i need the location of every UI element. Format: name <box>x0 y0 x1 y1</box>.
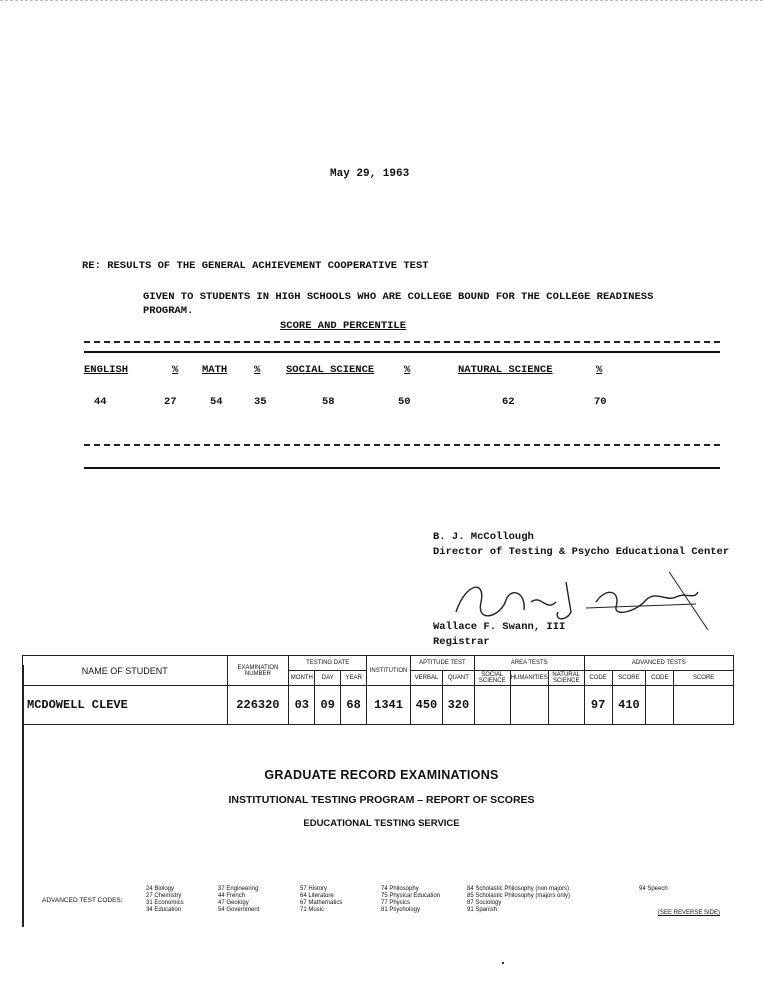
adv-score1: 410 <box>612 686 646 725</box>
adv-code2 <box>646 686 674 725</box>
natural-score <box>548 686 584 725</box>
hdr-month: MONTH <box>289 671 315 686</box>
re-line: RE: RESULTS OF THE GENERAL ACHIEVEMENT COOPERATIVE TEST <box>82 260 429 272</box>
report-issuer: EDUCATIONAL TESTING SERVICE <box>303 818 460 829</box>
advanced-codes-label: ADVANCED TEST CODES: <box>42 897 123 904</box>
col-social-pct: % <box>404 364 411 376</box>
test-month: 03 <box>289 686 315 725</box>
hdr-quant: QUANT <box>442 671 474 686</box>
test-day: 09 <box>315 686 341 725</box>
codes-col-1: 24 Biology 27 Chemistry 31 Economics 34 Education <box>146 886 184 913</box>
top-perforation <box>0 0 763 1</box>
institution-code: 1341 <box>367 686 411 725</box>
hdr-year: YEAR <box>341 671 367 686</box>
val-social-pct: 50 <box>398 396 411 408</box>
hdr-advanced: ADVANCED TESTS <box>584 656 733 671</box>
signatory1-title: Director of Testing & Psycho Educational Center <box>433 546 730 558</box>
hdr-name: NAME OF STUDENT <box>23 656 228 686</box>
hdr-aptitude: APTITUDE TEST <box>411 656 475 671</box>
val-social: 58 <box>322 396 335 408</box>
student-name: MCDOWELL CLEVE <box>23 686 228 725</box>
solid-rule-bottom <box>84 467 720 469</box>
val-english: 44 <box>94 396 107 408</box>
col-math-pct: % <box>254 364 261 376</box>
col-english: ENGLISH <box>84 364 129 376</box>
codes-col-4: 74 Philosophy 75 Physical Education 77 Physics 81 Psychology <box>381 886 441 913</box>
signature-block-1 <box>433 530 753 560</box>
signature-block-2 <box>433 620 565 650</box>
verbal-score: 450 <box>411 686 443 725</box>
hdr-code2: CODE <box>646 671 674 686</box>
codes-col-6: 94 Speech <box>639 886 668 892</box>
signatory1-name: B. J. McCollough <box>433 531 534 543</box>
hdr-humanities: HUMANITIES <box>510 671 548 686</box>
hdr-score2: SCORE <box>674 671 734 686</box>
hdr-institution: INSTITUTION <box>367 656 411 686</box>
signatory2-title: Registrar <box>433 636 490 648</box>
hdr-area: AREA TESTS <box>474 656 584 671</box>
col-english-pct: % <box>172 364 179 376</box>
social-score <box>474 686 510 725</box>
hdr-day: DAY <box>315 671 341 686</box>
given-line: GIVEN TO STUDENTS IN HIGH SCHOOLS WHO ARE COLLEGE BOUND FOR THE COLLEGE READINESS PROGRAM. <box>143 291 654 317</box>
quant-score: 320 <box>442 686 474 725</box>
codes-col-5: 84 Scholastic Philosophy (non majors) 85 Scholastic Philosophy (majors only) 87 Sociology 91 Spanish <box>467 886 571 913</box>
codes-col-3: 57 History 64 Literature 67 Mathematics 71 Music <box>300 886 343 913</box>
hdr-exam: EXAMINATION NUMBER <box>227 656 289 686</box>
adv-code1: 97 <box>584 686 612 725</box>
letter-date: May 29, 1963 <box>330 168 410 180</box>
score-subheading: SCORE AND PERCENTILE <box>280 320 407 332</box>
humanities-score <box>510 686 548 725</box>
see-reverse-note: (SEE REVERSE SIDE) <box>658 910 721 916</box>
hdr-verbal: VERBAL <box>411 671 443 686</box>
val-natural: 62 <box>502 396 515 408</box>
col-natural-pct: % <box>596 364 603 376</box>
report-subtitle: INSTITUTIONAL TESTING PROGRAM – REPORT OF SCORES <box>228 794 535 806</box>
codes-col-2: 37 Engineering 44 French 47 Geology 54 Government <box>218 886 260 913</box>
report-title: GRADUATE RECORD EXAMINATIONS <box>264 768 499 782</box>
hdr-social: SOCIAL SCIENCE <box>474 671 510 686</box>
col-social: SOCIAL SCIENCE <box>286 364 375 376</box>
exam-number: 226320 <box>227 686 289 725</box>
hdr-testing-date: TESTING DATE <box>289 656 367 671</box>
student-row <box>23 686 734 725</box>
col-math: MATH <box>202 364 228 376</box>
col-natural: NATURAL SCIENCE <box>458 364 553 376</box>
val-math: 54 <box>210 396 223 408</box>
val-natural-pct: 70 <box>594 396 607 408</box>
hdr-natural: NATURAL SCIENCE <box>548 671 584 686</box>
hdr-code1: CODE <box>584 671 612 686</box>
val-english-pct: 27 <box>164 396 177 408</box>
signatory2-name: Wallace F. Swann, III <box>433 621 566 633</box>
score-report-table <box>22 655 734 725</box>
test-year: 68 <box>341 686 367 725</box>
dash-rule <box>84 341 720 343</box>
val-math-pct: 35 <box>254 396 267 408</box>
hdr-score1: SCORE <box>612 671 646 686</box>
solid-rule <box>84 351 720 353</box>
adv-score2 <box>674 686 734 725</box>
scan-speck <box>502 962 504 964</box>
header-row-1 <box>23 656 734 671</box>
dash-rule-bottom <box>84 444 720 446</box>
